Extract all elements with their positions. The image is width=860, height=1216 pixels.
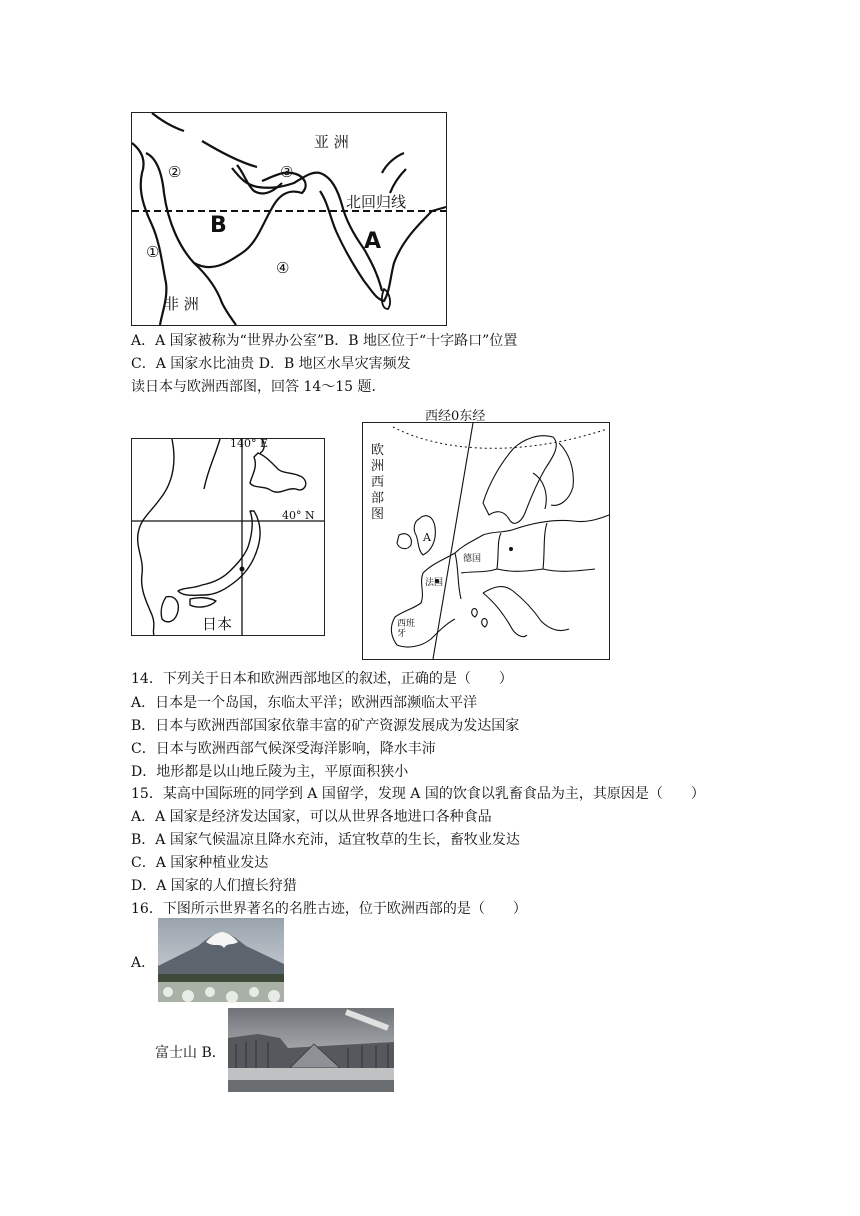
japan-map [131,438,325,636]
q13-option-line2: C．A 国家水比油贵 D．B 地区水旱灾害频发 [131,356,411,372]
q16-stem: 16．下图所示世界著名的名胜古迹，位于欧洲西部的是（ ） [131,901,527,917]
africa-label: 非 洲 [164,295,199,313]
country-a-label: A [364,229,382,254]
spain-label: 西班牙 [397,619,416,639]
q14-option-d: D．地形都是以山地丘陵为主，平原面积狭小 [131,764,409,780]
france-label: 法国 [425,578,444,588]
country-a-label: A [423,531,431,544]
louvre-photo [228,1008,394,1092]
intro-14-15: 读日本与欧洲西部图，回答 14～15 题． [131,379,386,395]
latitude-40n-label: 40° N [282,509,315,522]
longitude-140e-label: 140° E [230,437,269,450]
q15-stem: 15．某高中国际班的同学到 A 国留学，发现 A 国的饮食以乳畜食品为主，其原因是（ ） [131,786,705,802]
q15-option-d: D．A 国家的人们擅长狩猎 [131,878,297,894]
title-char: 图 [371,507,385,522]
q14-stem: 14．下列关于日本和欧洲西部地区的叙述，正确的是（ ） [131,671,513,687]
marker-4: ④ [276,259,290,277]
title-char: 洲 [371,459,385,474]
q16-option-b-label: 富士山 B． [155,1045,226,1061]
marker-3: ③ [280,163,294,181]
q14-option-c: C．日本与欧洲西部气候深受海洋影响，降水丰沛 [131,741,436,757]
asia-label: 亚 洲 [314,133,349,151]
q15-option-a: A．A 国家是经济发达国家，可以从世界各地进口各种食品 [131,809,492,825]
region-b-label: B [210,213,227,238]
tropic-of-cancer-label: 北回归线 [346,193,407,211]
q13-option-line1: A．A 国家被称为“世界办公室”B．B 地区位于“十字路口”位置 [131,333,518,349]
marker-2: ② [168,163,182,181]
q15-option-b: B．A 国家气候温凉且降水充沛，适宜牧草的生长，畜牧业发达 [131,832,520,848]
prime-meridian-label: 西经0东经 [425,409,486,424]
q14-option-a: A．日本是一个岛国，东临太平洋；欧洲西部濒临太平洋 [131,695,478,711]
title-char: 西 [371,475,385,490]
japan-caption: 日本 [202,615,233,633]
germany-label: 德国 [463,554,482,564]
mount-fuji-photo [158,918,284,1002]
q16-option-a-label: A． [131,955,156,971]
q15-option-c: C．A 国家种植业发达 [131,855,269,871]
western-europe-map [362,409,610,660]
title-char: 部 [371,491,385,506]
south-asia-map [131,112,447,326]
europe-map-title [371,443,385,523]
japan-map-lines [132,439,324,635]
title-char: 欧 [371,443,385,458]
q14-option-b: B．日本与欧洲西部国家依靠丰富的矿产资源发展成为发达国家 [131,718,520,734]
marker-1: ① [146,243,160,261]
